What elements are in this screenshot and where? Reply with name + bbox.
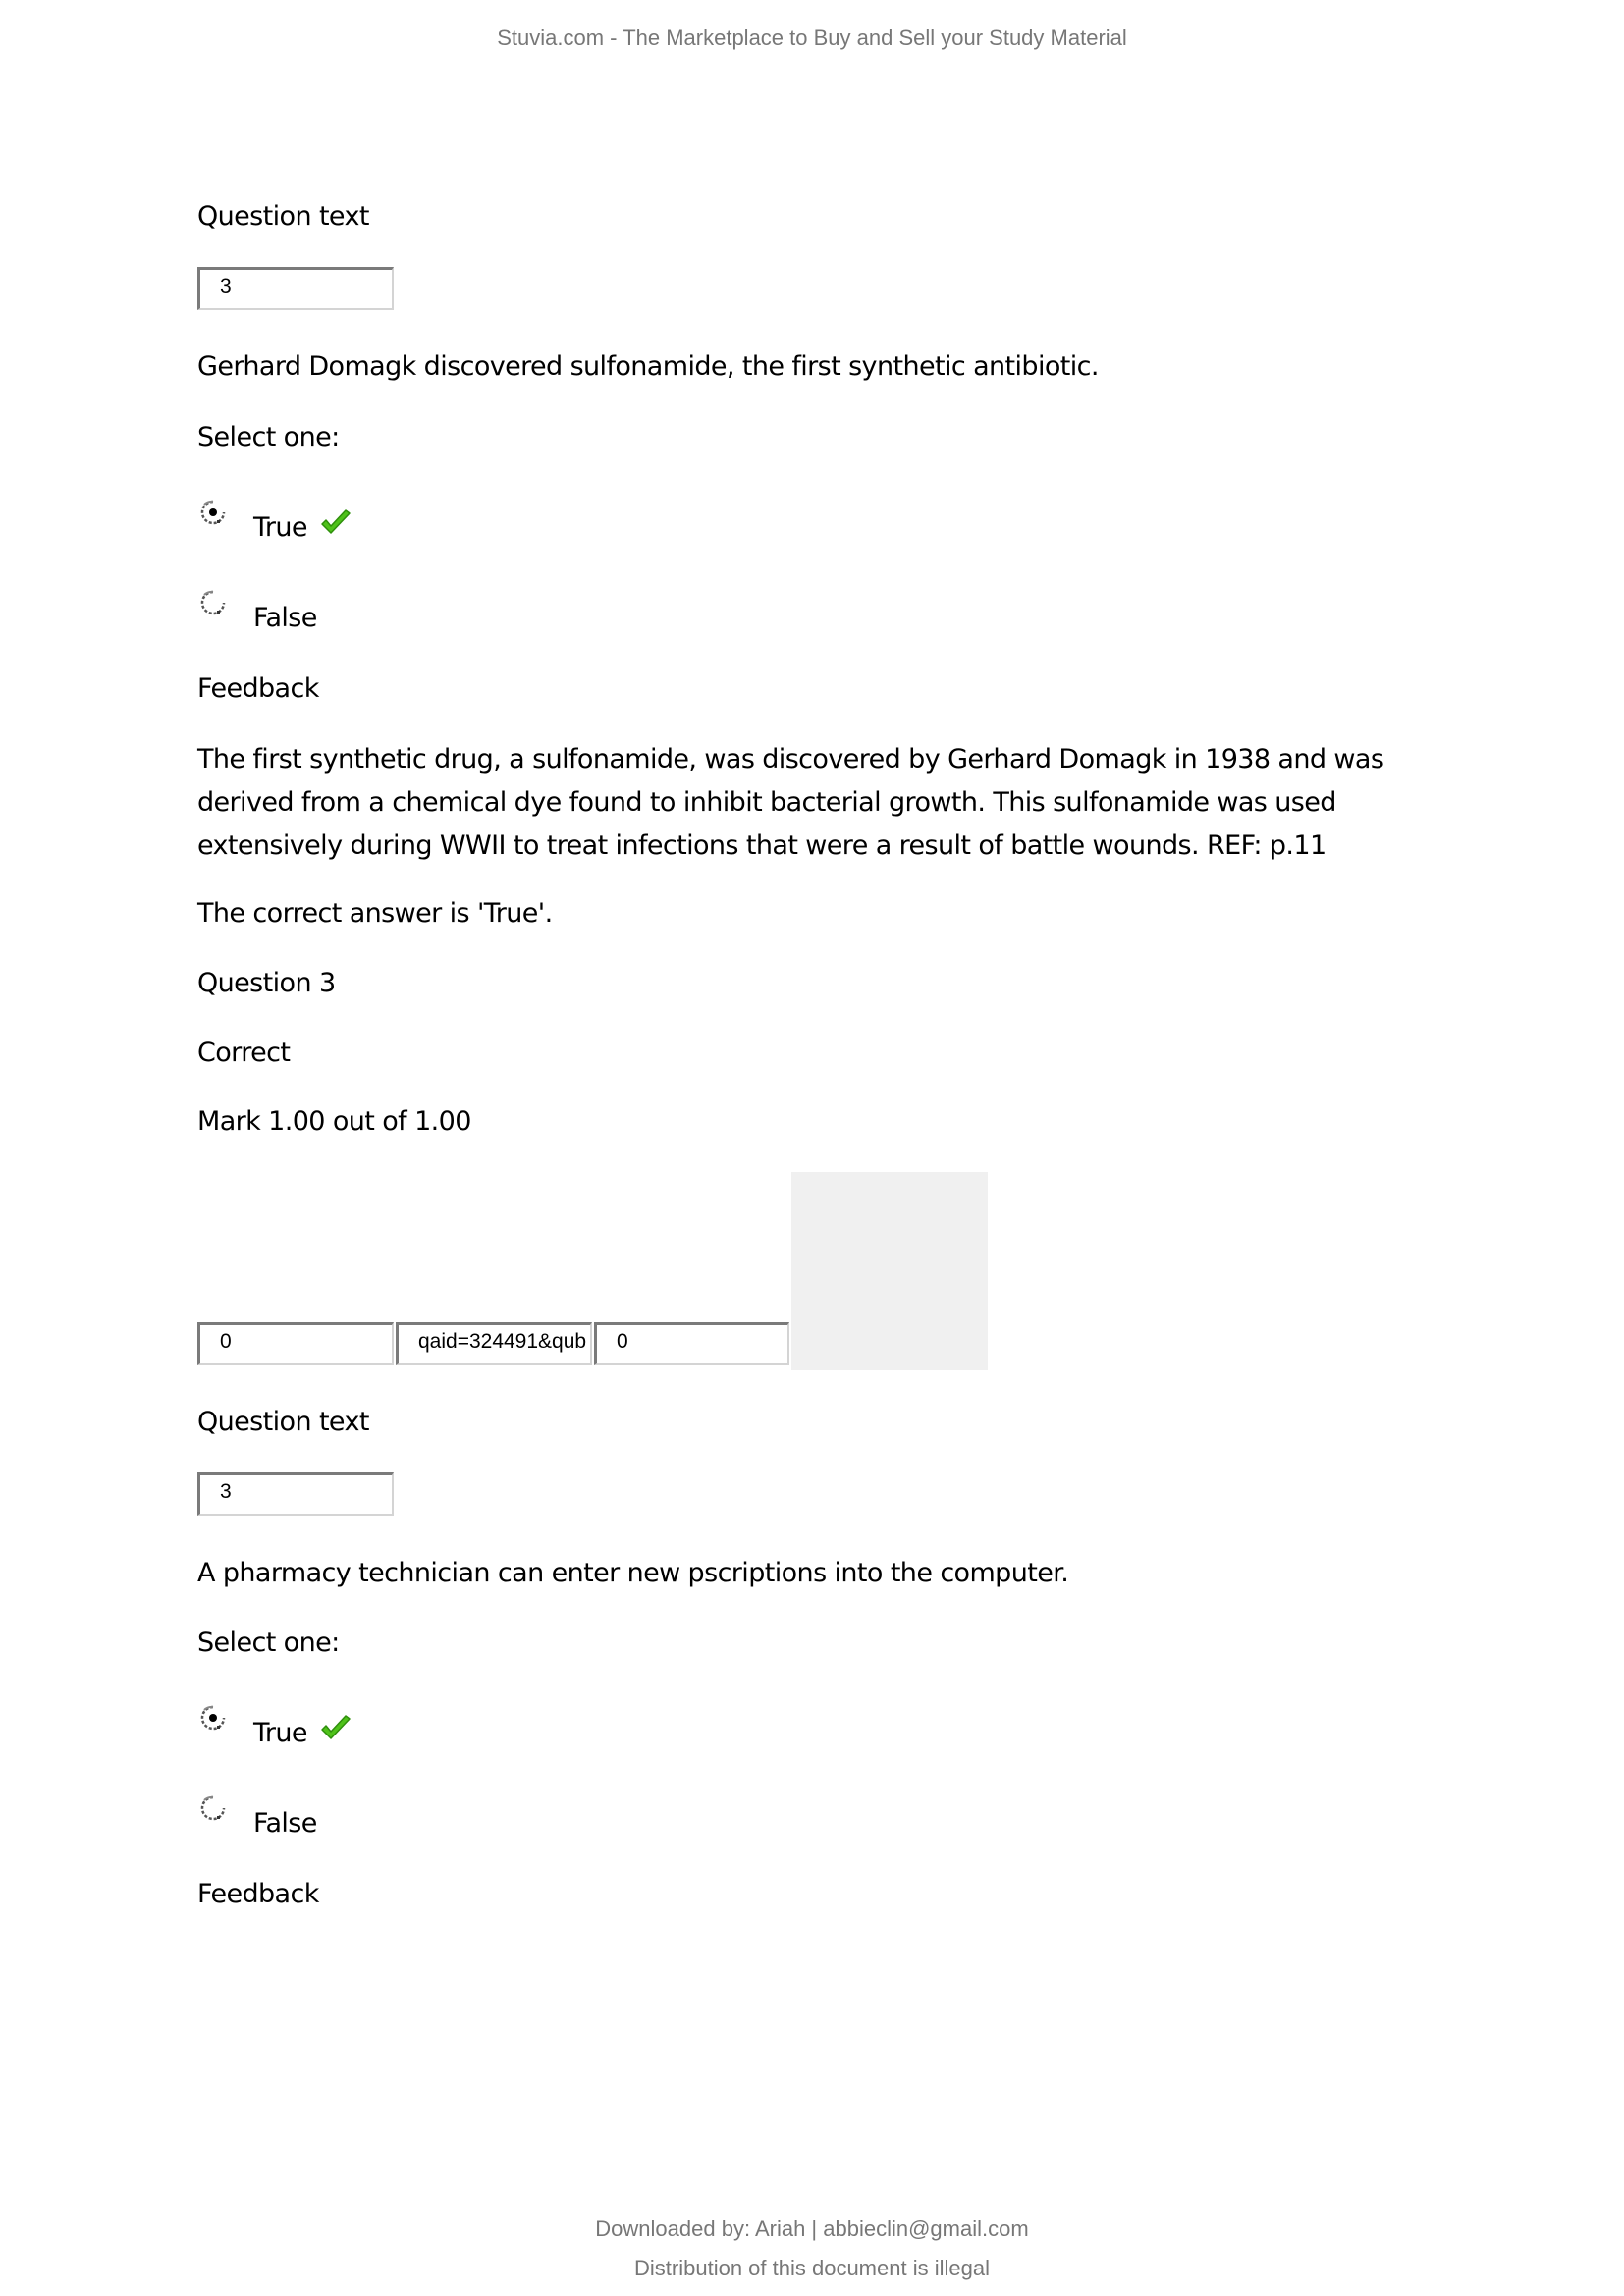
radio-unselected-icon[interactable] bbox=[199, 1794, 227, 1822]
option-true-label: True bbox=[253, 512, 307, 543]
option-false-label: False bbox=[253, 1808, 317, 1839]
hidden-field-3[interactable]: 0 bbox=[594, 1322, 789, 1365]
placeholder-box bbox=[791, 1172, 988, 1370]
footer-distribution-notice: Distribution of this document is illegal bbox=[634, 2256, 990, 2280]
correct-answer-text: The correct answer is 'True'. bbox=[197, 898, 553, 929]
question-text: A pharmacy technician can enter new pscriptions into the computer. bbox=[197, 1558, 1069, 1588]
radio-unselected-icon[interactable] bbox=[199, 589, 227, 616]
hidden-field-2[interactable]: qaid=324491&qub bbox=[396, 1322, 592, 1365]
hidden-field-1[interactable]: 0 bbox=[197, 1322, 394, 1365]
radio-selected-icon[interactable] bbox=[199, 499, 227, 526]
radio-selected-icon[interactable] bbox=[199, 1704, 227, 1732]
option-false-label: False bbox=[253, 603, 317, 633]
page-header: Stuvia.com - The Marketplace to Buy and Sell your Study Material bbox=[497, 26, 1127, 50]
question-mark: Mark 1.00 out of 1.00 bbox=[197, 1106, 471, 1137]
select-one-label: Select one: bbox=[197, 422, 340, 453]
select-one-label: Select one: bbox=[197, 1628, 340, 1658]
checkmark-icon bbox=[319, 1714, 352, 1743]
feedback-label: Feedback bbox=[197, 673, 319, 704]
question-number-field[interactable]: 3 bbox=[197, 267, 394, 310]
checkmark-icon bbox=[319, 508, 352, 538]
footer-downloaded-by: Downloaded by: Ariah | abbieclin@gmail.com bbox=[595, 2216, 1029, 2241]
question-text: Gerhard Domagk discovered sulfonamide, the first synthetic antibiotic. bbox=[197, 351, 1099, 382]
feedback-text: The first synthetic drug, a sulfonamide, was discovered by Gerhard Domagk in 1938 and was derived from a chemical dye found to inhibit bacterial growth. This sulfonamide was used extensively during WWII to treat infections that were a result of battle wounds. REF: p.11 bbox=[197, 744, 1384, 861]
question-text-label: Question text bbox=[197, 1407, 369, 1437]
feedback-label: Feedback bbox=[197, 1879, 319, 1909]
question-status: Correct bbox=[197, 1038, 291, 1068]
question-text-label: Question text bbox=[197, 201, 369, 232]
question-title: Question 3 bbox=[197, 968, 336, 998]
option-true-label: True bbox=[253, 1718, 307, 1748]
question-number-field[interactable]: 3 bbox=[197, 1472, 394, 1516]
